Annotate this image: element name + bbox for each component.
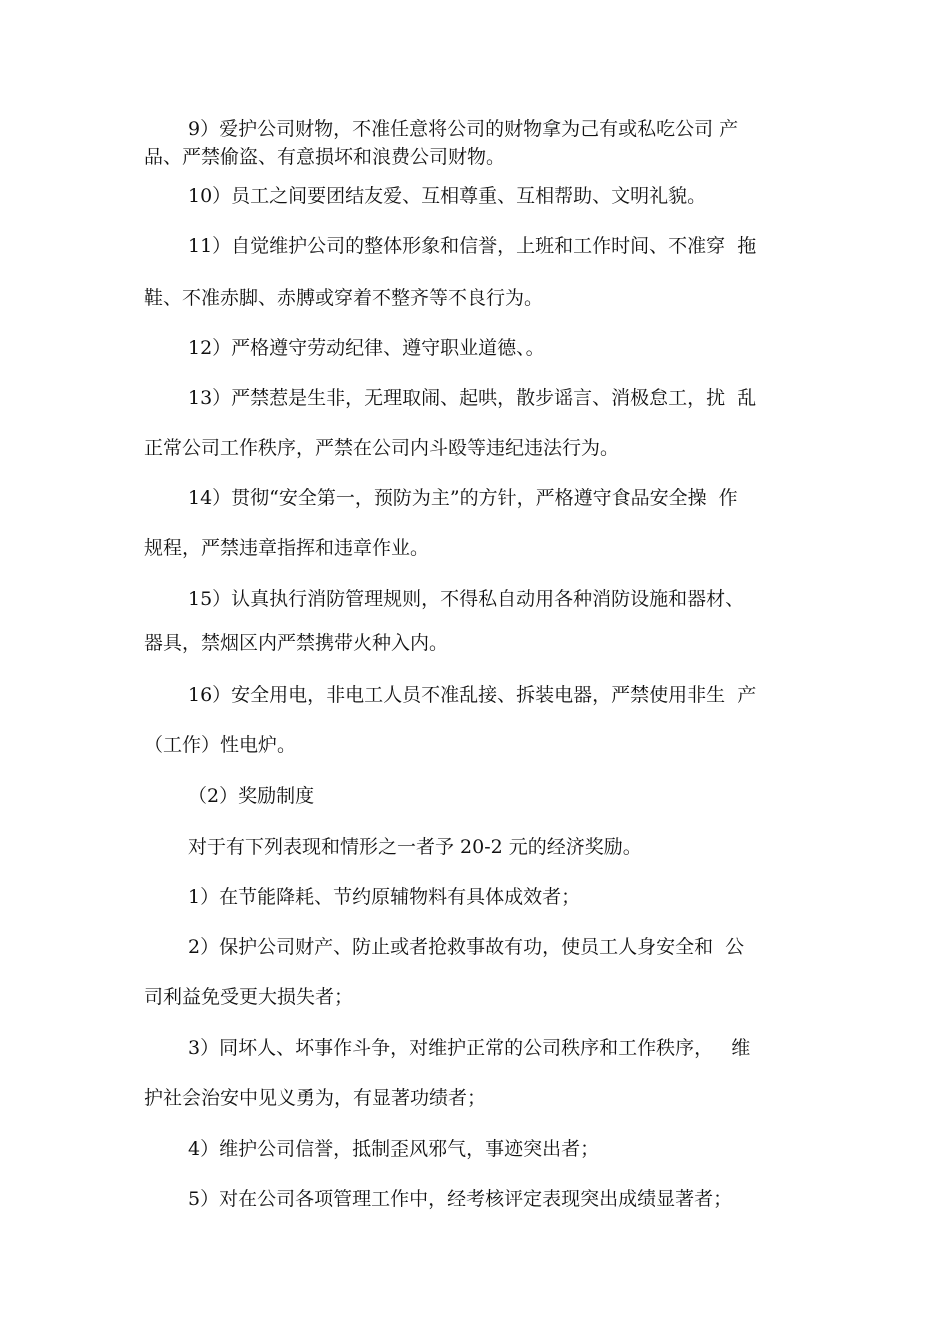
text-line: 器具，禁烟区内严禁携带火种入内。	[144, 632, 449, 654]
text-line: 2）保护公司财产、防止或者抢救事故有功，使员工人身安全和 公	[188, 936, 745, 958]
section-heading: （2）奖励制度	[188, 785, 315, 807]
text-line: 4）维护公司信誉，抵制歪风邪气，事迹突出者；	[188, 1138, 600, 1160]
text-line: 1）在节能降耗、节约原辅物料有具体成效者；	[188, 886, 581, 908]
text-line: 15）认真执行消防管理规则，不得私自动用各种消防设施和器材、	[188, 588, 745, 610]
text-line: 5）对在公司各项管理工作中，经考核评定表现突出成绩显著者；	[188, 1188, 733, 1210]
text-line: 10）员工之间要团结友爱、互相尊重、互相帮助、文明礼貌。	[188, 185, 707, 207]
text-line: 9）爱护公司财物，不准任意将公司的财物拿为己有或私吃公司 产	[188, 118, 739, 140]
text-line: 司利益免受更大损失者；	[144, 986, 354, 1008]
text-line: 13）严禁惹是生非，无理取闹、起哄，散步谣言、消极怠工，扰 乱	[188, 387, 757, 409]
text-line: 12）严格遵守劳动纪律、遵守职业道德、。	[188, 337, 545, 359]
text-line: 鞋、不准赤脚、赤膊或穿着不整齐等不良行为。	[144, 287, 544, 309]
text-line: （工作）性电炉。	[144, 734, 297, 756]
text-line: 规程，严禁违章指挥和违章作业。	[144, 537, 430, 559]
text-line: 16）安全用电，非电工人员不准乱接、拆装电器，严禁使用非生 产	[188, 684, 757, 706]
text-line: 对于有下列表现和情形之一者予 20-2 元的经济奖励。	[188, 836, 642, 858]
text-line: 14）贯彻“安全第一，预防为主”的方针，严格遵守食品安全操 作	[188, 487, 738, 509]
text-line: 正常公司工作秩序，严禁在公司内斗殴等违纪违法行为。	[144, 437, 620, 459]
text-line: 品、严禁偷盗、有意损坏和浪费公司财物。	[144, 146, 506, 168]
text-line: 护社会治安中见义勇为，有显著功绩者；	[144, 1087, 487, 1109]
text-line: 3）同坏人、坏事作斗争，对维护正常的公司秩序和工作秩序， 维	[188, 1037, 751, 1059]
text-line: 11）自觉维护公司的整体形象和信誉，上班和工作时间、不准穿 拖	[188, 235, 757, 257]
